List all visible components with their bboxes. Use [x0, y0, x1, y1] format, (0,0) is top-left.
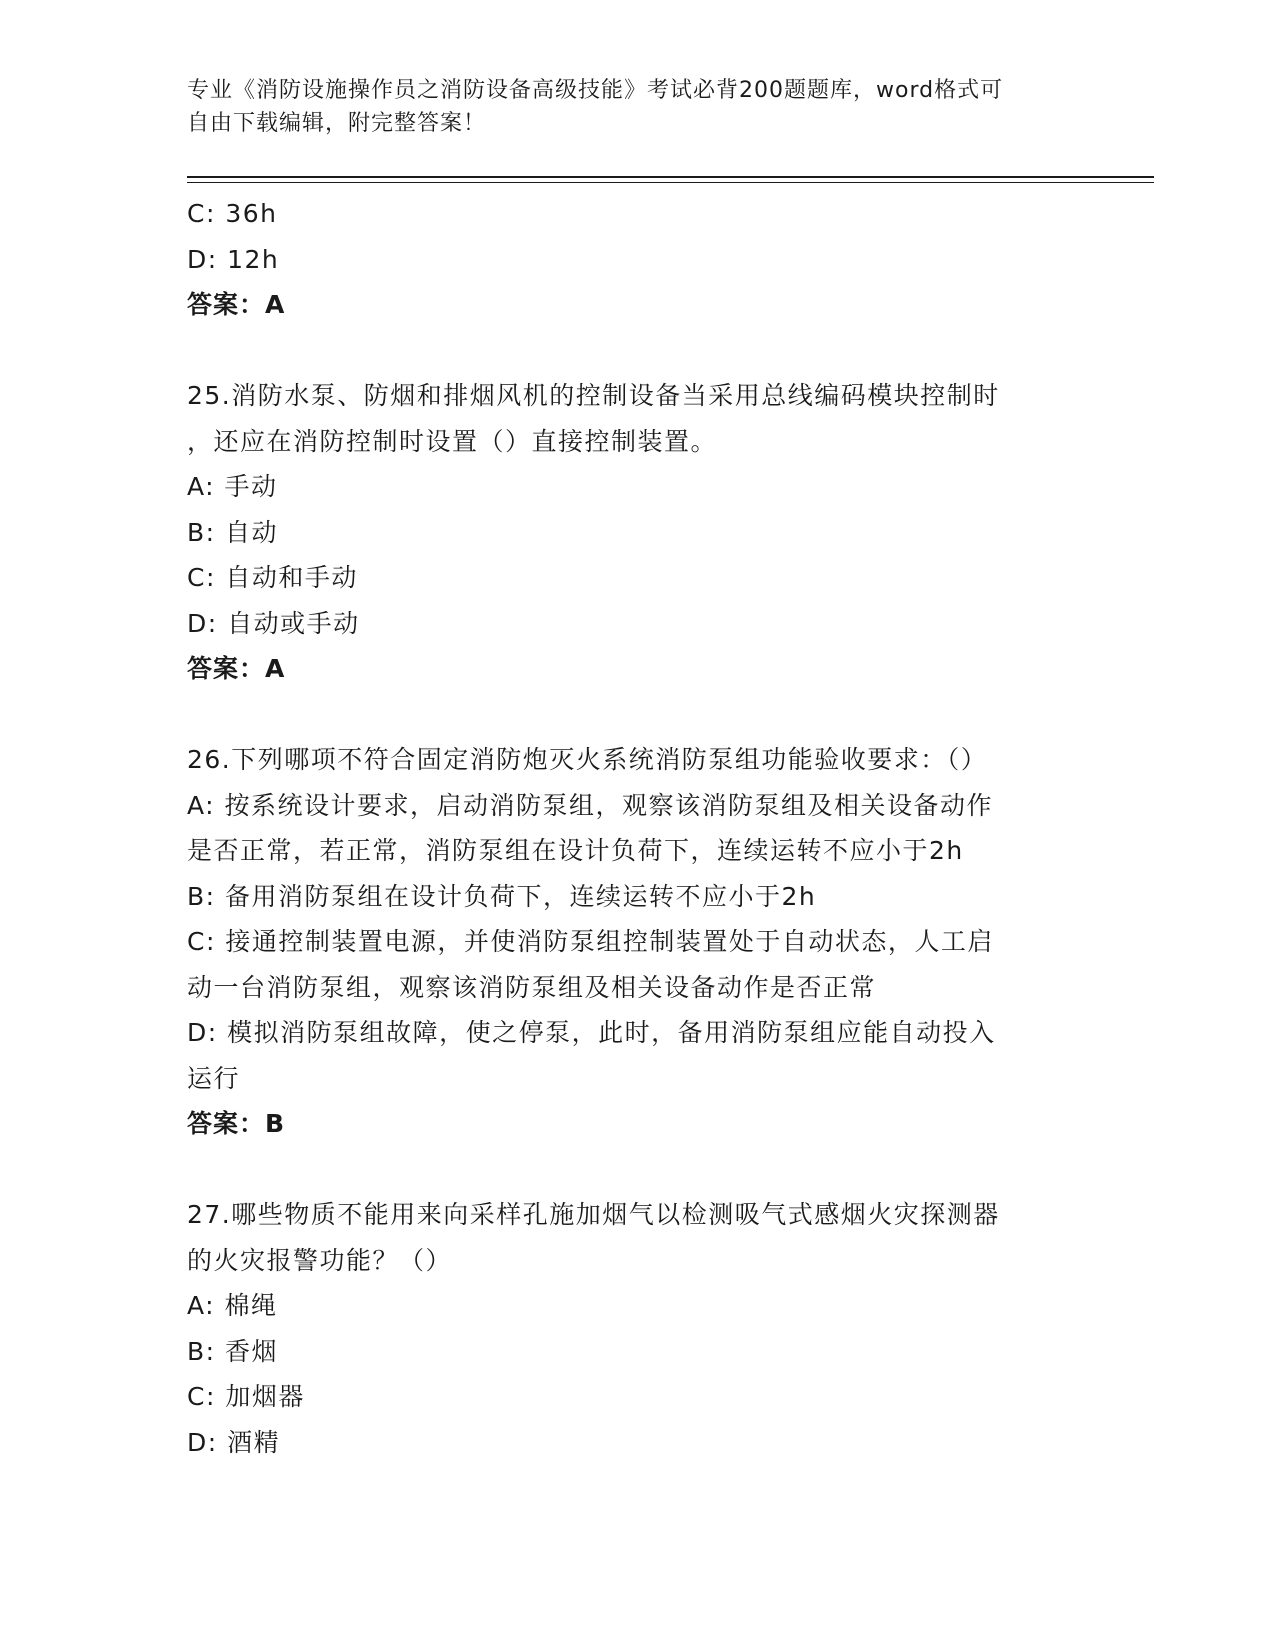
option-c: C: 加烟器: [187, 1382, 305, 1411]
spacer: [187, 328, 1087, 374]
option-a-cont: 是否正常，若正常，消防泵组在设计负荷下，连续运转不应小于2h: [187, 836, 964, 865]
header-divider: [187, 176, 1154, 178]
question-text: 25.消防水泵、防烟和排烟风机的控制设备当采用总线编码模块控制时: [187, 381, 1000, 410]
option-a: A: 按系统设计要求，启动消防泵组，观察该消防泵组及相关设备动作: [187, 790, 994, 820]
option-d: D: 酒精: [187, 1427, 281, 1457]
option-c: C: 接通控制装置电源，并使消防泵组控制装置处于自动状态，人工启: [187, 927, 994, 956]
header-line: 自由下载编辑，附完整答案！: [187, 111, 487, 136]
page-header: [187, 74, 1087, 140]
option-d-cont: 运行: [187, 1063, 241, 1093]
option-d: D: 12h: [187, 244, 280, 274]
option-c: C: 自动和手动: [187, 563, 358, 592]
spacer: [187, 692, 1087, 738]
question-25: [187, 373, 1087, 692]
option-c-cont: 动一台消防泵组，观察该消防泵组及相关设备动作是否正常: [187, 972, 877, 1002]
question-24-tail: [187, 191, 1087, 328]
option-b: B: 自动: [187, 517, 279, 547]
question-text: 27.哪些物质不能用来向采样孔施加烟气以检测吸气式感烟火灾探测器: [187, 1200, 1000, 1229]
spacer: [187, 1147, 1087, 1193]
header-divider-thin: [187, 182, 1154, 183]
question-text: ，还应在消防控制时设置（）直接控制装置。: [187, 426, 718, 456]
answer: 答案：A: [187, 290, 286, 319]
question-list: [187, 191, 1087, 1465]
option-a: A: 棉绳: [187, 1291, 278, 1320]
question-26: [187, 737, 1087, 1147]
option-b: B: 香烟: [187, 1336, 279, 1366]
option-c: C: 36h: [187, 199, 278, 228]
option-a: A: 手动: [187, 472, 278, 501]
question-27: [187, 1192, 1087, 1465]
answer: 答案：B: [187, 1109, 286, 1138]
question-text: 26.下列哪项不符合固定消防炮灭火系统消防泵组功能验收要求：（）: [187, 745, 988, 774]
answer: 答案：A: [187, 654, 286, 683]
option-d: D: 自动或手动: [187, 608, 360, 638]
question-text: 的火灾报警功能？（）: [187, 1245, 453, 1275]
option-d: D: 模拟消防泵组故障，使之停泵，此时，备用消防泵组应能自动投入: [187, 1018, 996, 1047]
header-line: 专业《消防设施操作员之消防设备高级技能》考试必背200题题库，word格式可: [187, 78, 1004, 103]
option-b: B: 备用消防泵组在设计负荷下，连续运转不应小于2h: [187, 881, 817, 911]
